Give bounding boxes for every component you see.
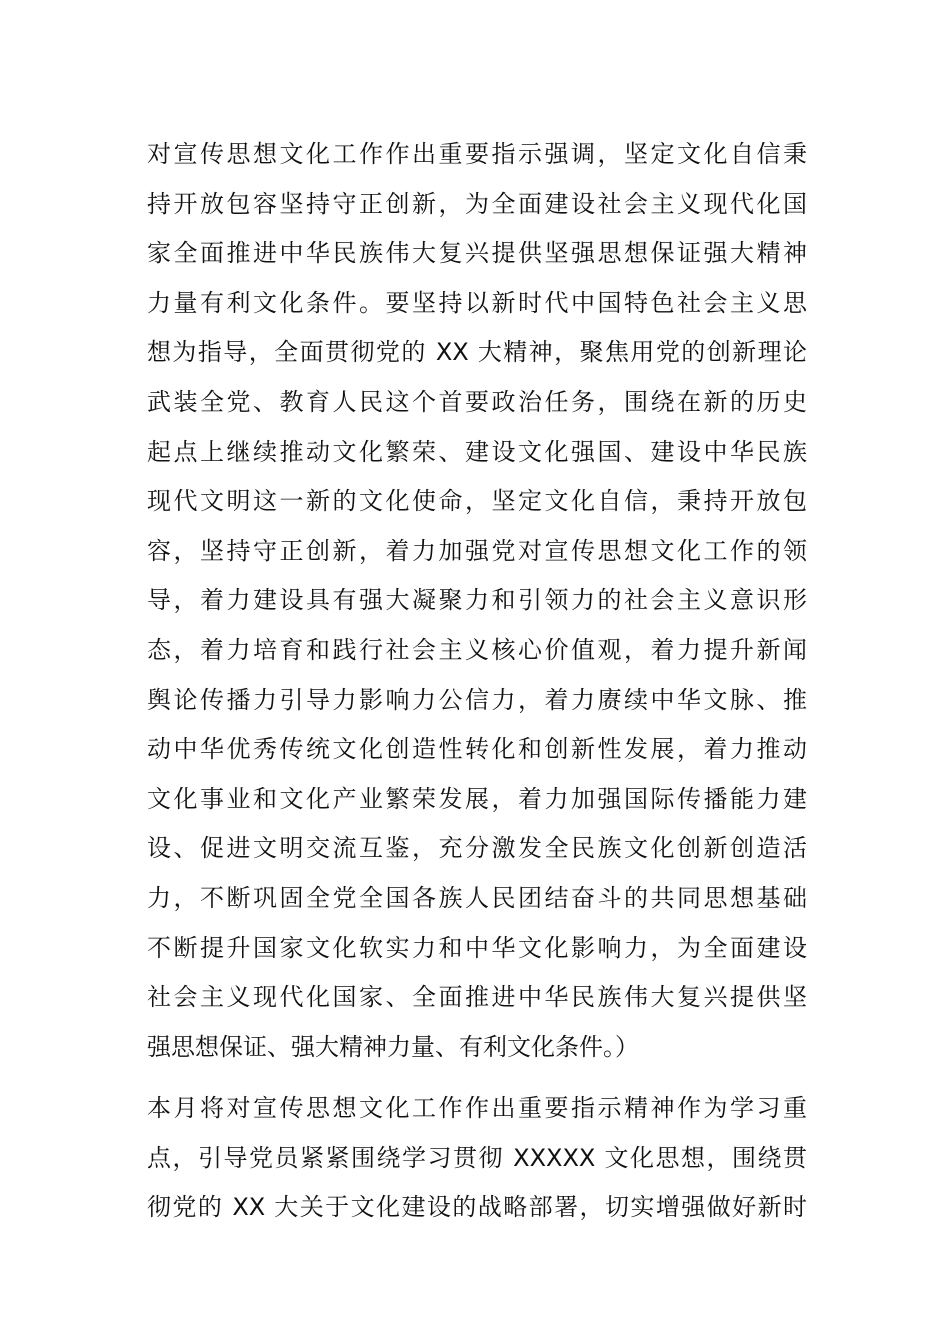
paragraph-line: 起点上继续推动文化繁荣、建设文化强国、建设中华民族 [147, 437, 807, 466]
paragraph-line: 点，引导党员紧紧围绕学习贯彻 XXXXX 文化思想，围绕贯 [147, 1143, 807, 1172]
paragraph-line: 力量有利文化条件。要坚持以新时代中国特色社会主义思 [147, 288, 807, 317]
paragraph-line: 力，不断巩固全党全国各族人民团结奋斗的共同思想基础 [147, 883, 807, 912]
paragraph-line: 导，着力建设具有强大凝聚力和引领力的社会主义意识形 [147, 586, 807, 615]
paragraph-line: 动中华优秀传统文化创造性转化和创新性发展，着力推动 [147, 735, 807, 764]
paragraph-line: 彻党的 XX 大关于文化建设的战略部署，切实增强做好新时 [147, 1193, 807, 1222]
paragraph-line: 持开放包容坚持守正创新，为全面建设社会主义现代化国 [147, 189, 807, 218]
paragraph-1 [147, 130, 807, 1072]
paragraph-line: 文化事业和文化产业繁荣发展，着力加强国际传播能力建 [147, 784, 807, 813]
paragraph-line: 社会主义现代化国家、全面推进中华民族伟大复兴提供坚 [147, 983, 807, 1012]
paragraph-line: 设、促进文明交流互鉴，充分激发全民族文化创新创造活 [147, 834, 807, 863]
paragraph-line: 武装全党、教育人民这个首要政治任务，围绕在新的历史 [147, 387, 807, 416]
paragraph-line: 舆论传播力引导力影响力公信力，着力赓续中华文脉、推 [147, 685, 807, 714]
paragraph-line: 不断提升国家文化软实力和中华文化影响力，为全面建设 [147, 933, 807, 962]
paragraph-line: 容，坚持守正创新，着力加强党对宣传思想文化工作的领 [147, 536, 807, 565]
paragraph-line: 现代文明这一新的文化使命，坚定文化自信，秉持开放包 [147, 487, 807, 516]
paragraph-line: 对宣传思想文化工作作出重要指示强调，坚定文化自信秉 [147, 140, 807, 168]
paragraph-line: 强思想保证、强大精神力量、有利文化条件。） [147, 1032, 639, 1061]
paragraph-line: 家全面推进中华民族伟大复兴提供坚强思想保证强大精神 [147, 239, 807, 268]
paragraph-line: 想为指导，全面贯彻党的 XX 大精神，聚焦用党的创新理论 [147, 338, 807, 367]
paragraph-2 [147, 1084, 807, 1233]
paragraph-line: 本月将对宣传思想文化工作作出重要指示精神作为学习重 [147, 1094, 807, 1122]
paragraph-line: 态，着力培育和践行社会主义核心价值观，着力提升新闻 [147, 635, 807, 664]
